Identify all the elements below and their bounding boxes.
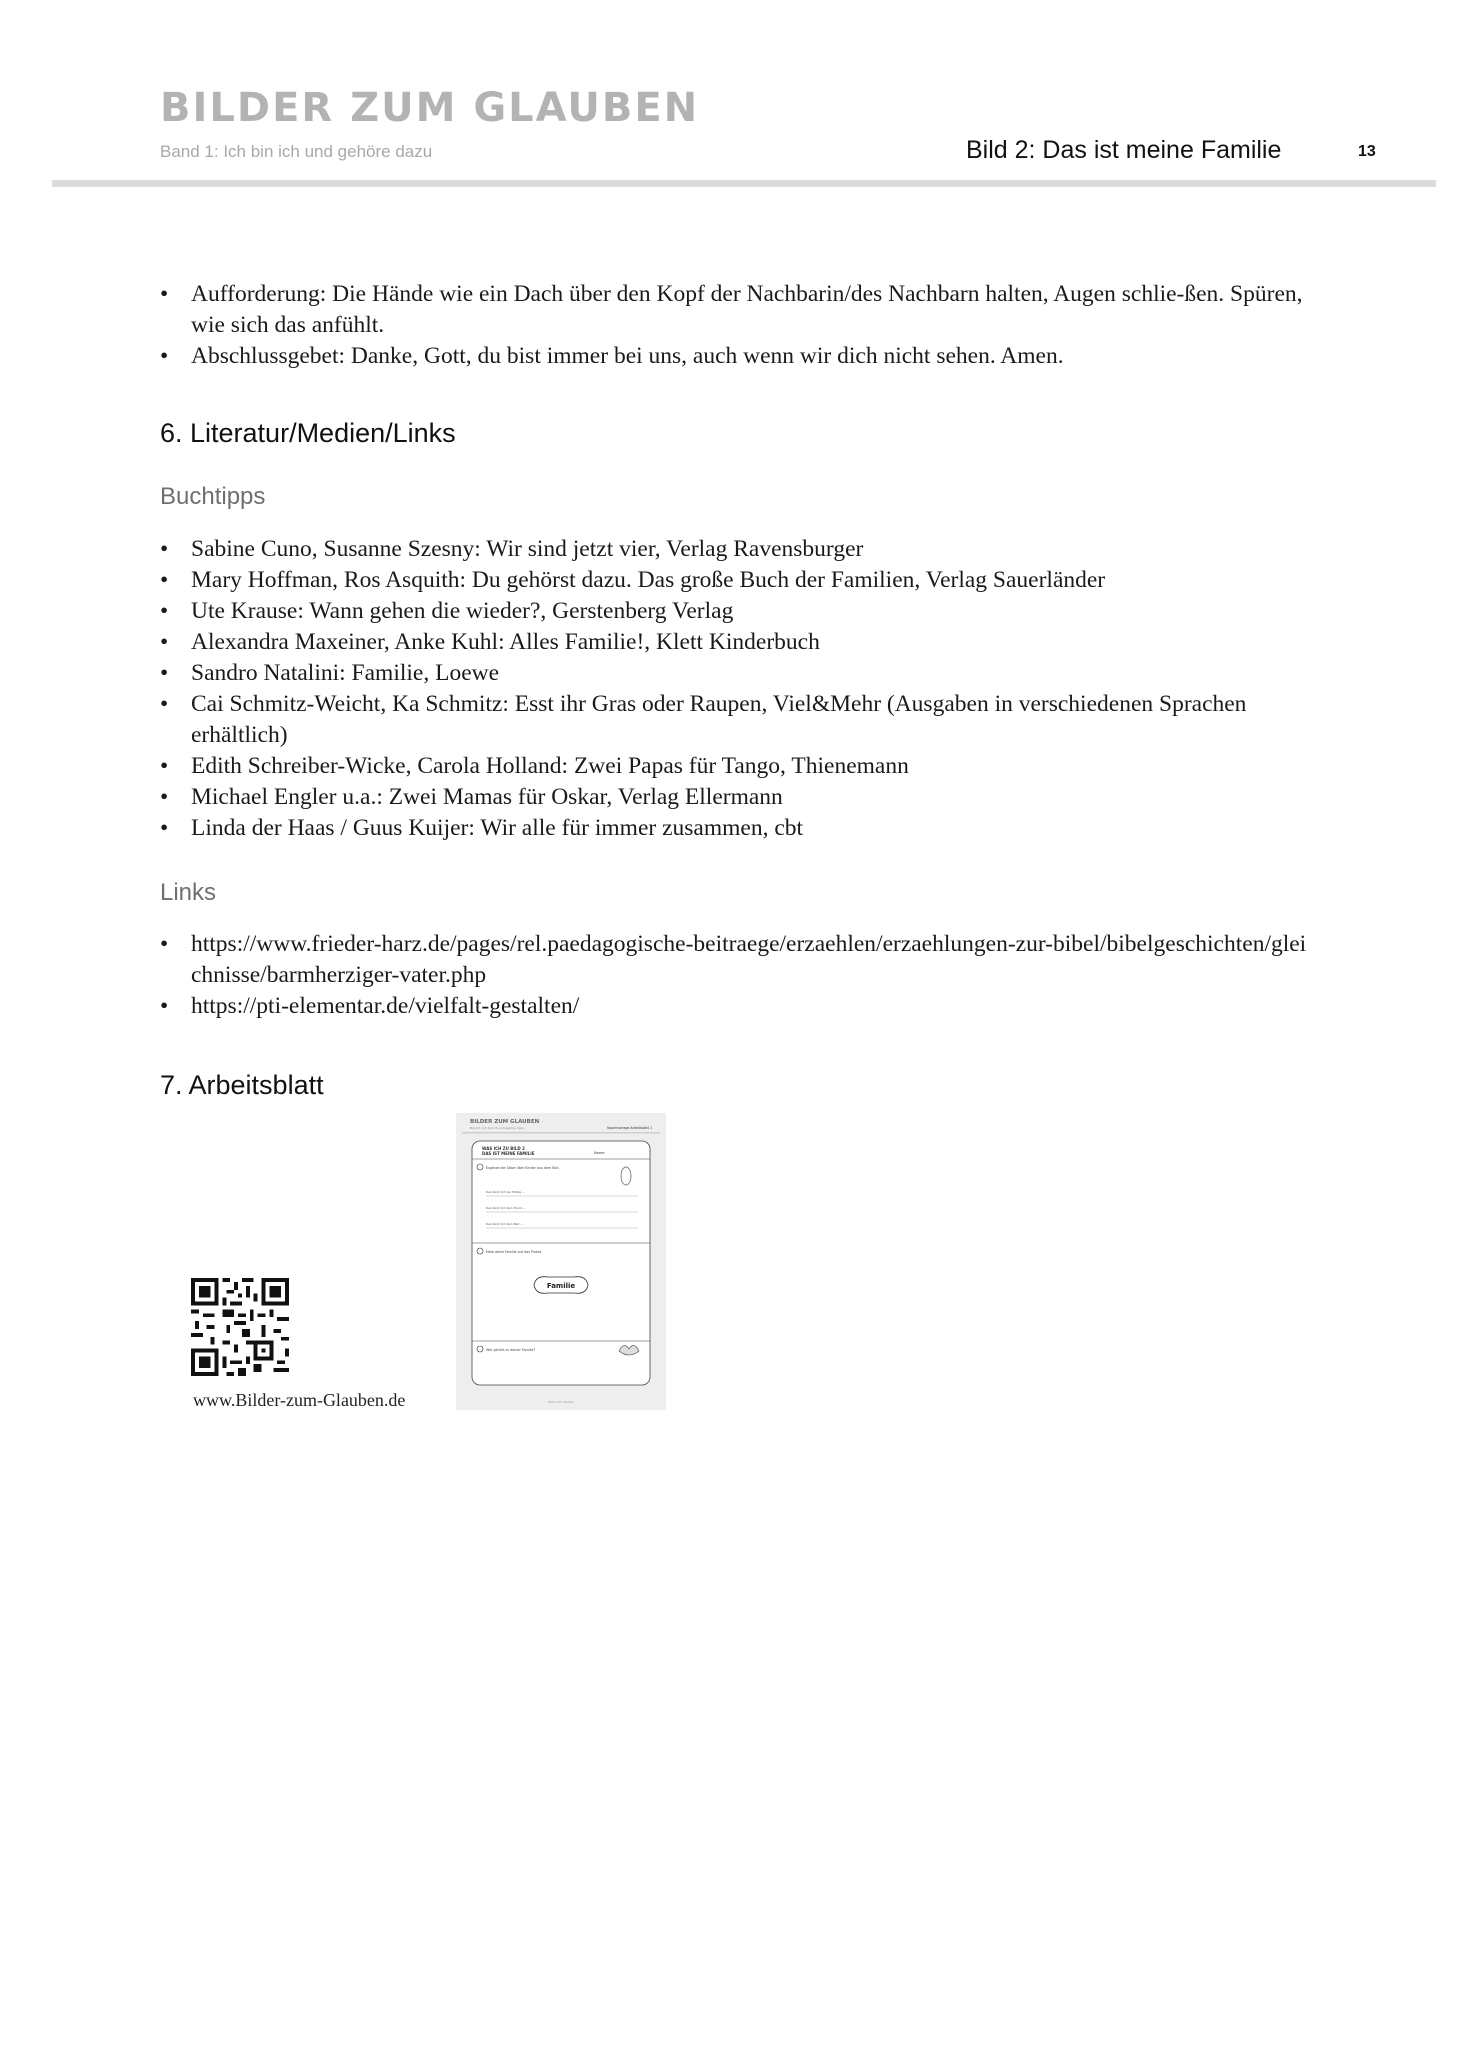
worksheet-banner: Familie <box>546 1282 576 1290</box>
worksheet-line-3: Das Kind mit dem Ball ... <box>486 1222 524 1226</box>
subheading-buchtipps: Buchtipps <box>160 483 266 510</box>
worksheet-series-title: BILDER ZUM GLAUBEN <box>470 1119 540 1125</box>
worksheet-box-title-1: WAS ICH ZU BILD 2 <box>482 1146 525 1151</box>
worksheet-task-1: Ergänze die Sätze über Kinder aus dem Bild. <box>486 1166 560 1170</box>
list-item: • Michael Engler u.a.: Zwei Mamas für Oskar, Verlag Ellermann <box>160 782 1310 813</box>
list-item: • Cai Schmitz-Weicht, Ka Schmitz: Esst ihr Gras oder Raupen, Viel&Mehr (Ausgaben in verschiedenen Sprachen erhältlich) <box>160 689 1310 751</box>
list-item: • Edith Schreiber-Wicke, Carola Holland: Zwei Papas für Tango, Thienemann <box>160 751 1310 782</box>
worksheet-subtitle: Band 1: Ich bin ich und gehöre dazu <box>470 1126 525 1130</box>
intro-list <box>160 279 1310 372</box>
worksheet-line-2: Das Kind mit dem Hund ... <box>486 1206 526 1210</box>
chapter-title: Bild 2: Das ist meine Familie <box>966 136 1282 164</box>
list-item: • Sandro Natalini: Familie, Loewe <box>160 658 1310 689</box>
list-item: • Sabine Cuno, Susanne Szesny: Wir sind jetzt vier, Verlag Ravensburger <box>160 534 1310 565</box>
subheading-links: Links <box>160 879 217 906</box>
worksheet-task-2: Male deine Familie auf das Plakat. <box>486 1250 543 1254</box>
worksheet-box-title-2: DAS IST MEINE FAMILIE <box>482 1151 535 1156</box>
worksheet-name-label: Name: <box>594 1151 606 1155</box>
qr-caption: www.Bilder-zum-Glauben.de <box>193 1390 406 1410</box>
section-heading-arbeitsblatt: 7. Arbeitsblatt <box>160 1070 324 1100</box>
worksheet-line-1: Das Kind mit der Mütze ... <box>486 1190 525 1194</box>
link-item[interactable]: • https://www.frieder-harz.de/pages/rel.paedagogische-beitraege/erzaehlen/erzaehlungen-zur-bibel/bibelgeschichten/gleichnisse/barmherziger-vater.php <box>160 929 1310 991</box>
link-item[interactable]: • https://pti-elementar.de/vielfalt-gestalten/ <box>160 991 1310 1022</box>
worksheet-footer: Bilder zum Glauben <box>548 1401 574 1404</box>
section-heading-literatur: 6. Literatur/Medien/Links <box>160 418 456 448</box>
buchtipps-list <box>160 534 1310 844</box>
worksheet-chapter: Kopiervorlage Arbeitsblatt 1 <box>607 1126 652 1130</box>
worksheet-thumbnail <box>456 1113 666 1410</box>
header-divider <box>52 180 1436 187</box>
page-number: 13 <box>1358 143 1376 160</box>
list-item: • Linda der Haas / Guus Kuijer: Wir alle für immer zusammen, cbt <box>160 813 1310 844</box>
list-item: • Ute Krause: Wann gehen die wieder?, Gerstenberg Verlag <box>160 596 1310 627</box>
qr-code <box>191 1278 289 1376</box>
links-list <box>160 929 1310 1022</box>
series-title: BILDER ZUM GLAUBEN <box>160 85 700 131</box>
list-item: • Abschlussgebet: Danke, Gott, du bist immer bei uns, auch wenn wir dich nicht sehen. Amen. <box>160 341 1310 372</box>
series-subtitle: Band 1: Ich bin ich und gehöre dazu <box>160 142 433 161</box>
worksheet-task-3: Wer gehört zu deiner Familie? <box>486 1348 536 1352</box>
list-item: • Mary Hoffman, Ros Asquith: Du gehörst dazu. Das große Buch der Familien, Verlag Sauerländer <box>160 565 1310 596</box>
list-item: • Alexandra Maxeiner, Anke Kuhl: Alles Familie!, Klett Kinderbuch <box>160 627 1310 658</box>
list-item: • Aufforderung: Die Hände wie ein Dach über den Kopf der Nachbarin/des Nachbarn halten, Augen schlie-ßen. Spüren, wie sich das anfühlt. <box>160 279 1310 341</box>
